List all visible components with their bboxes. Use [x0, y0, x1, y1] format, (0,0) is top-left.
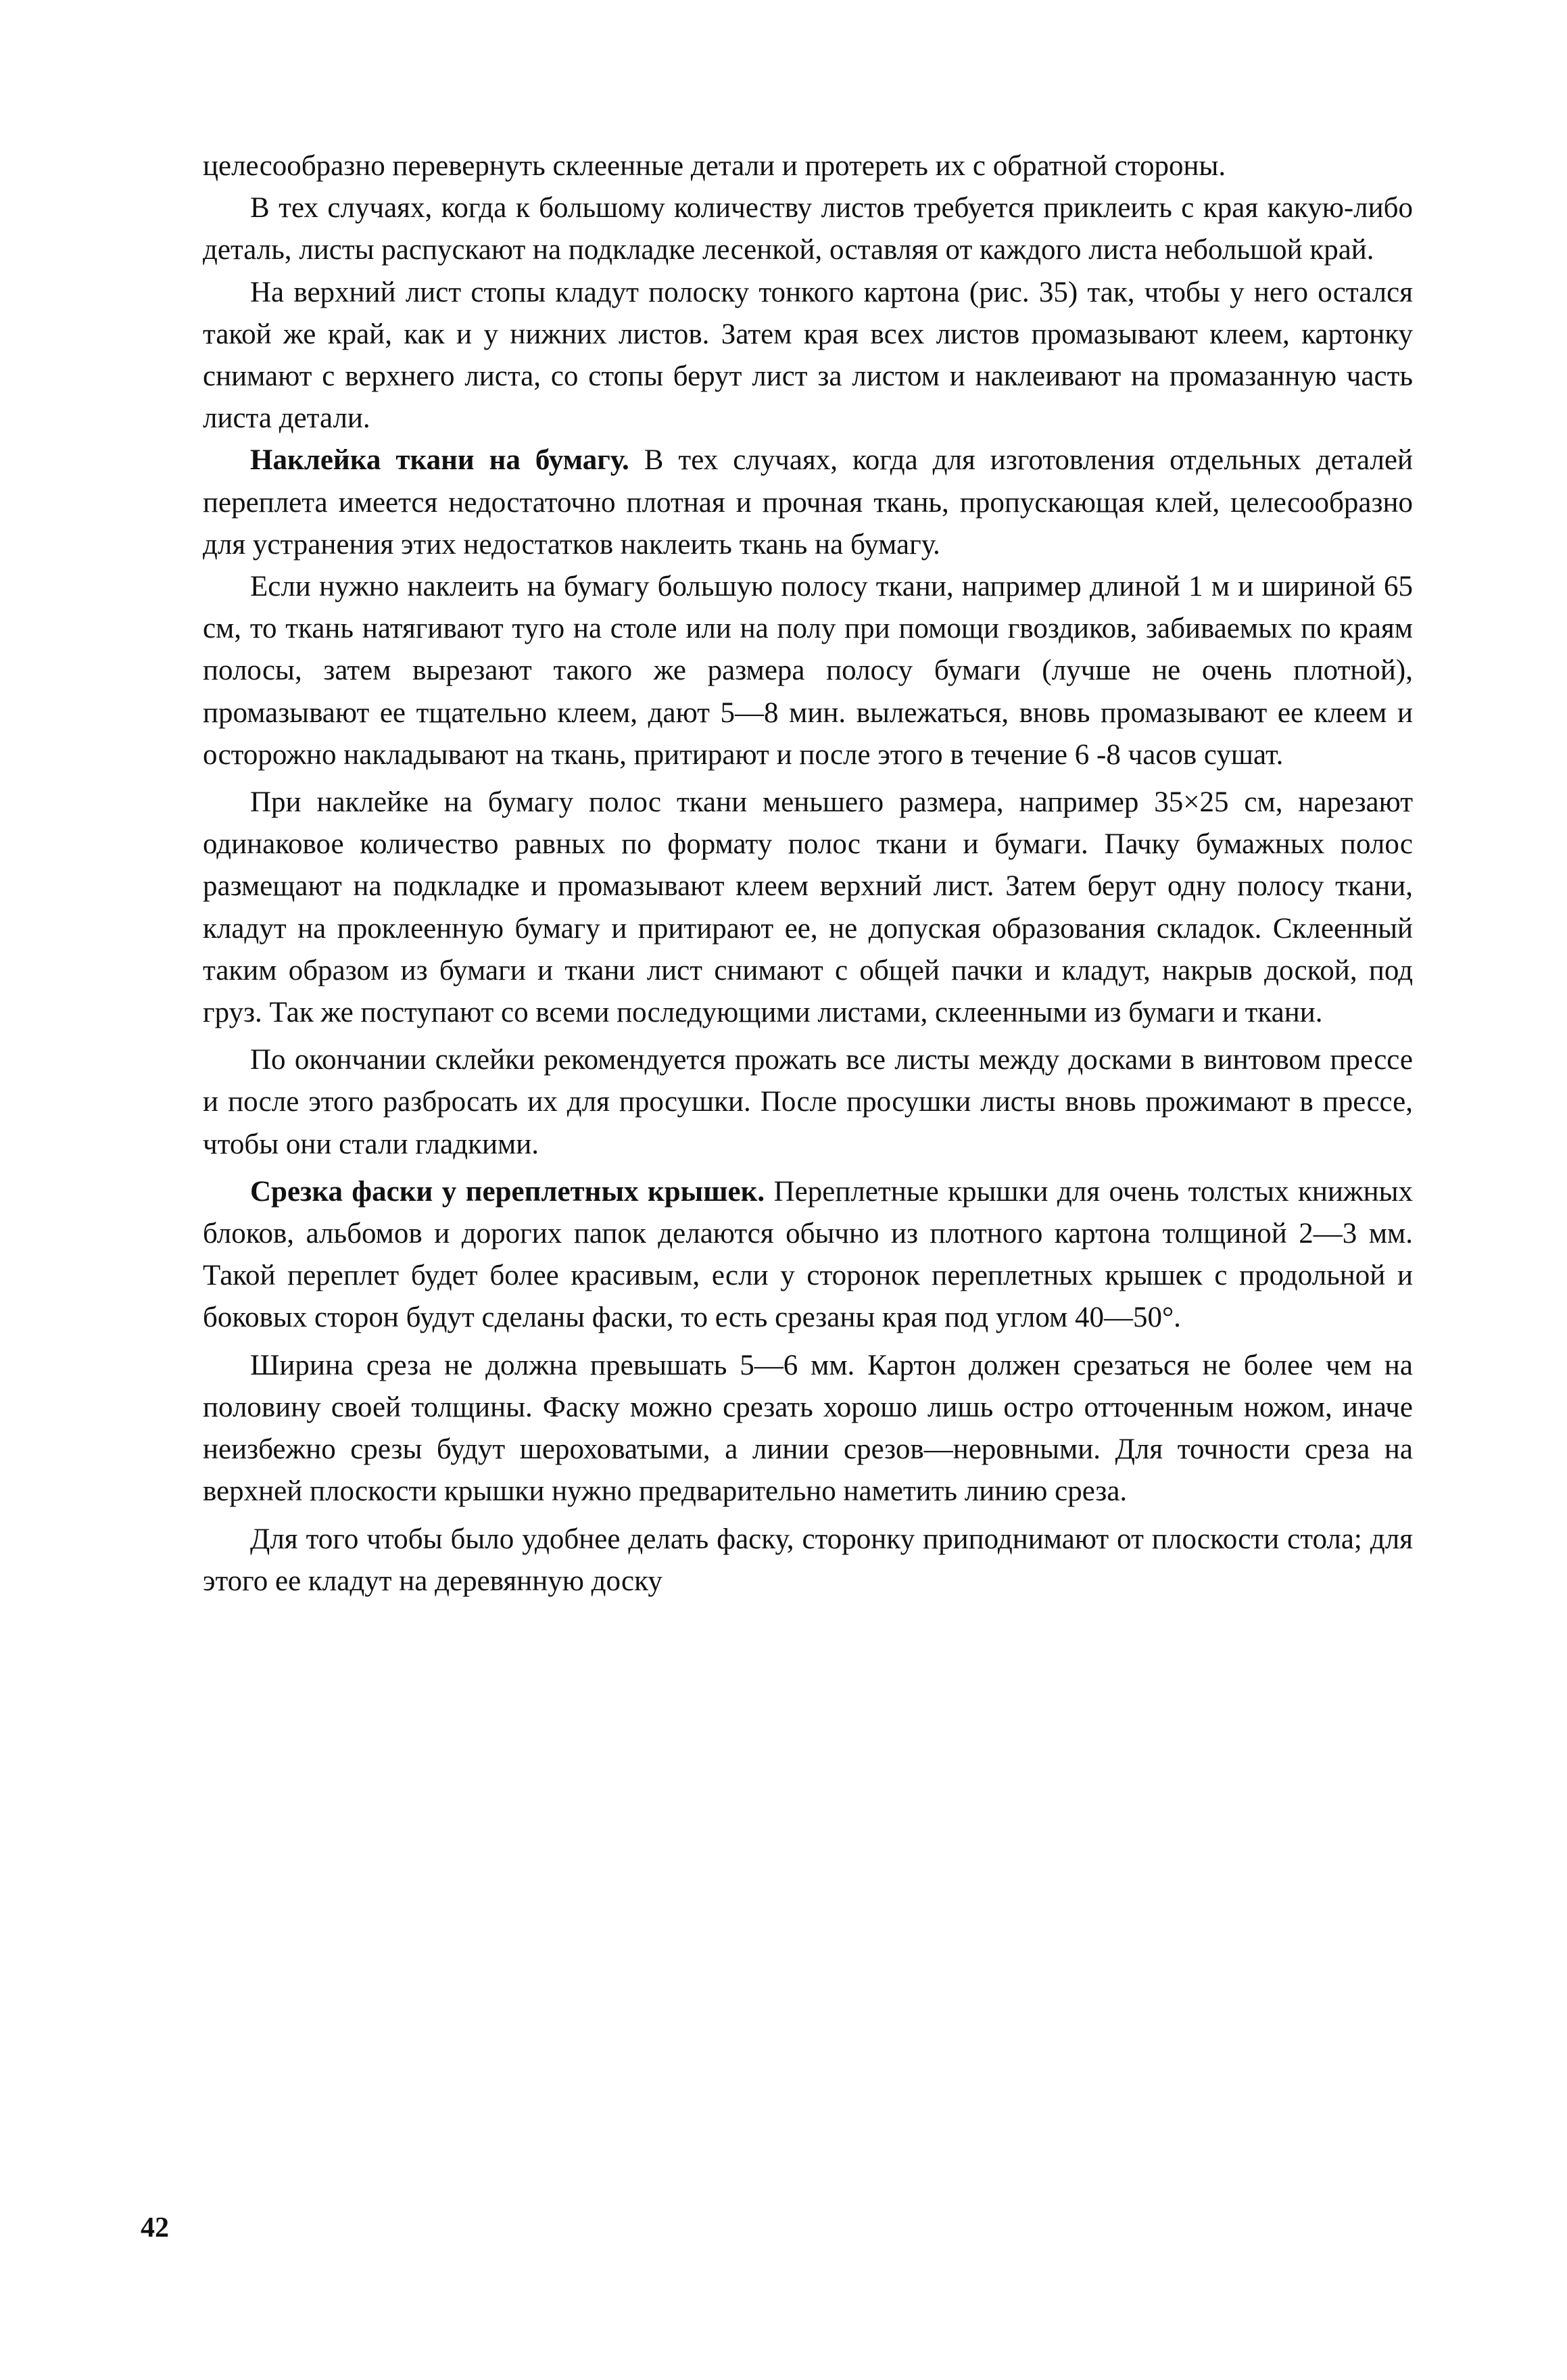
paragraph: [203, 782, 1413, 1034]
paragraph: [203, 566, 1413, 776]
paragraph: [203, 272, 1413, 440]
paragraph-text: На верхний лист стопы кладут полоску тонкого картона (рис. 35) так, чтобы у него остался такой же край, как и у нижних листов. Затем края всех листов промазывают клеем, картонку снимают с верхнего листа, со стопы берут лист за листом и наклеивают на промазанную часть листа детали.: [203, 276, 1413, 435]
paragraph: [203, 1519, 1413, 1602]
paragraph: [203, 439, 1413, 566]
paragraph: [203, 1039, 1413, 1166]
paragraph-text: Переплетные крышки для очень толстых книжных блоков, альбомов и дорогих папок делаются обычно из плотного картона толщиной 2—3 мм. Такой переплет будет более красивым, если у сторонок переплетных крышек с продольной и боковых сторон будут сделаны фаски, то есть срезаны края под углом 40—50°.: [203, 1175, 1413, 1334]
body-text: [203, 145, 1413, 1602]
paragraph-text: Для того чтобы было удобнее делать фаску, сторонку приподнимают от плоскости стола; для этого ее кладут на деревянную доску: [203, 1523, 1413, 1597]
paragraph: [203, 1345, 1413, 1513]
paragraph-text: Ширина среза не должна превышать 5—6 мм. Картон должен срезаться не более чем на половину своей толщины. Фаску можно срезать хорошо лишь остро отточенным ножом, иначе неизбежно срезы будут шероховатыми, а линии срезов—неровными. Для точности среза на верхней плоскости крышки нужно предварительно наметить линию среза.: [203, 1349, 1413, 1508]
page-number: 42: [141, 2212, 169, 2243]
paragraph: [203, 1171, 1413, 1339]
paragraph-text: целесообразно перевернуть склеенные детали и протереть их с обратной стороны.: [203, 150, 1226, 182]
paragraph-text: По окончании склейки рекомендуется прожать все листы между досками в винтовом прессе и после этого разбросать их для просушки. После просушки листы вновь прожимают в прессе, чтобы они стали гладкими.: [203, 1044, 1413, 1160]
section-heading-fabric-on-paper: Наклейка ткани на бумагу.: [250, 444, 629, 477]
paragraph-continuation: [203, 145, 1413, 187]
paragraph-text: При наклейке на бумагу полос ткани меньшего размера, например 35×25 см, нарезают одинаковое количество равных по формату полос ткани и бумаги. Пачку бумажных полос размещают на подкладке и промазывают клеем верхний лист. Затем берут одну полосу ткани, кладут на проклеенную бумагу и притирают ее, не допуская образования складок. Склеенный таким образом из бумаги и ткани лист снимают с общей пачки и кладут, накрыв доской, под груз. Так же поступают со всеми последующими листами, склеенными из бумаги и ткани.: [203, 786, 1413, 1029]
paragraph-text: В тех случаях, когда к большому количеству листов требуется приклеить с края какую-либо деталь, листы распускают на подкладке лесенкой, оставляя от каждого листа небольшой край.: [203, 192, 1413, 266]
paragraph-text: В тех случаях, когда для изготовления отдельных деталей переплета имеется недостаточно плотная и прочная ткань, пропускающая клей, целесообразно для устранения этих недостатков наклеить ткань на бумагу.: [203, 444, 1414, 561]
paragraph-text: Если нужно наклеить на бумагу большую полосу ткани, например длиной 1 м и шириной 65 см, то ткань натягивают туго на столе или на полу при помощи гвоздиков, забиваемых по краям полосы, затем вырезают такого же размера полосу бумаги (лучше не очень плотной), промазывают ее тщательно клеем, дают 5—8 мин. вылежаться, вновь промазывают ее клеем и осторожно накладывают на ткань, притирают и после этого в течение 6 -8 часов сушат.: [203, 571, 1413, 771]
section-heading-chamfer: Срезка фаски у переплетных крышек.: [250, 1175, 765, 1208]
paragraph: [203, 187, 1413, 271]
